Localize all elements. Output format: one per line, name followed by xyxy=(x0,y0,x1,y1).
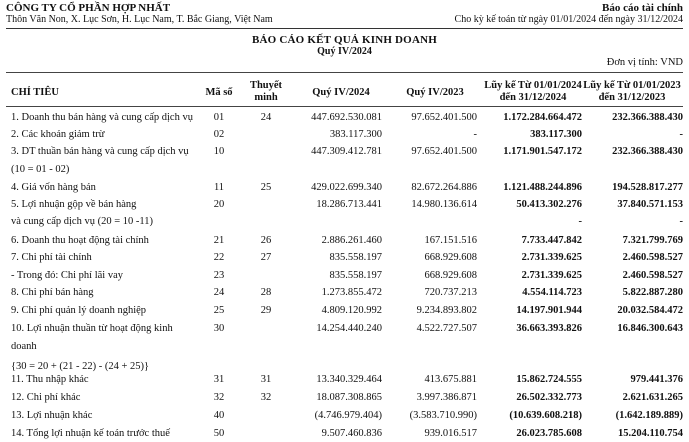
row-q4-2024: 4.809.120.992 xyxy=(321,305,382,316)
col-header-ytd-2024-line2: đến 31/12/2024 xyxy=(499,92,567,103)
row-ytd-2024: 26.502.332.773 xyxy=(516,392,582,403)
row-label: (10 = 01 - 02) xyxy=(11,164,70,175)
table-top-border xyxy=(6,72,683,73)
row-q4-2023: 167.151.516 xyxy=(424,235,477,246)
row-q4-2024: 1.273.855.472 xyxy=(321,287,382,298)
row-ytd-2023: 7.321.799.769 xyxy=(622,235,683,246)
row-ytd-2024: 2.731.339.625 xyxy=(521,252,582,263)
row-label: 2. Các khoản giảm trừ xyxy=(11,129,105,140)
row-q4-2023: 3.997.386.871 xyxy=(416,392,477,403)
row-q4-2024: 835.558.197 xyxy=(329,270,382,281)
row-ytd-2024: 1.171.901.547.172 xyxy=(503,146,582,157)
row-label: - Trong đó: Chi phí lãi vay xyxy=(11,270,124,281)
row-label: 1. Doanh thu bán hàng và cung cấp dịch vụ xyxy=(11,112,193,123)
row-code: 40 xyxy=(213,410,225,421)
col-header-ytd-2024-line1: Lũy kế Từ 01/01/2024 xyxy=(484,80,582,91)
row-ytd-2023: 232.366.388.430 xyxy=(612,146,683,157)
row-q4-2024: 18.286.713.441 xyxy=(316,199,382,210)
row-note: 28 xyxy=(260,287,272,298)
col-header-code: Mã số xyxy=(205,87,233,98)
row-ytd-2024: 50.413.302.276 xyxy=(516,199,582,210)
col-header-ytd-2023-line1: Lũy kế Từ 01/01/2023 xyxy=(583,80,681,91)
row-ytd-2023: 16.846.300.643 xyxy=(617,323,683,334)
col-header-ytd-2023 xyxy=(578,80,686,104)
company-address: Thôn Văn Non, X. Lục Sơn, H. Lục Nam, T. Bắc Giang, Việt Nam xyxy=(6,14,273,25)
row-q4-2023: 14.980.136.614 xyxy=(411,199,477,210)
row-ytd-2023: 2.621.631.265 xyxy=(622,392,683,403)
row-ytd-2023: 5.822.887.280 xyxy=(622,287,683,298)
row-q4-2023: 97.652.401.500 xyxy=(411,146,477,157)
row-note: 31 xyxy=(260,374,272,385)
row-q4-2023: 9.234.893.802 xyxy=(416,305,477,316)
row-code: 01 xyxy=(213,112,225,123)
row-note: 25 xyxy=(260,182,272,193)
row-code: 11 xyxy=(213,182,225,193)
row-q4-2024: 383.117.300 xyxy=(329,129,382,140)
row-ytd-2023: 2.460.598.527 xyxy=(622,270,683,281)
row-ytd-2024: 26.023.785.608 xyxy=(516,428,582,439)
col-header-ytd-2024 xyxy=(478,80,588,104)
row-q4-2023: 97.652.401.500 xyxy=(411,112,477,123)
row-label: 11. Thu nhập khác xyxy=(11,374,89,385)
row-q4-2024: 447.309.412.781 xyxy=(311,146,382,157)
row-code: 31 xyxy=(213,374,225,385)
row-code: 22 xyxy=(213,252,225,263)
row-code: 10 xyxy=(213,146,225,157)
row-ytd-2024: 1.172.284.664.472 xyxy=(503,112,582,123)
row-ytd-2023: 37.840.571.153 xyxy=(617,199,683,210)
row-ytd-2023: 232.366.388.430 xyxy=(612,112,683,123)
row-label: và cung cấp dịch vụ (20 = 10 -11) xyxy=(11,216,153,227)
row-label: 7. Chi phí tài chính xyxy=(11,252,92,263)
row-q4-2023: 4.522.727.507 xyxy=(416,323,477,334)
row-note: 26 xyxy=(260,235,272,246)
row-q4-2023: 668.929.608 xyxy=(424,270,477,281)
row-q4-2024: 429.022.699.340 xyxy=(311,182,382,193)
row-ytd-2023: 20.032.584.472 xyxy=(617,305,683,316)
row-ytd-2024: 4.554.114.723 xyxy=(522,287,582,298)
row-ytd-2024: 1.121.488.244.896 xyxy=(503,182,582,193)
row-q4-2024: (4.746.979.404) xyxy=(314,410,382,421)
row-code: 25 xyxy=(213,305,225,316)
row-q4-2023: - xyxy=(473,129,477,140)
row-ytd-2023: (1.642.189.889) xyxy=(615,410,683,421)
row-code: 30 xyxy=(213,323,225,334)
row-q4-2024: 9.507.460.836 xyxy=(321,428,382,439)
row-code: 20 xyxy=(213,199,225,210)
row-ytd-2024: - xyxy=(578,216,582,227)
row-ytd-2024: (10.639.608.218) xyxy=(509,410,582,421)
company-name: CÔNG TY CỔ PHẦN HỢP NHẤT xyxy=(6,2,171,14)
row-note: 29 xyxy=(260,305,272,316)
row-label: doanh xyxy=(11,341,37,352)
row-ytd-2023: - xyxy=(679,216,683,227)
col-header-note: Thuyết minh xyxy=(249,80,283,103)
row-note: 32 xyxy=(260,392,272,403)
row-note: 27 xyxy=(260,252,272,263)
row-note: 24 xyxy=(260,112,272,123)
header-divider xyxy=(6,28,683,29)
row-label: 9. Chi phí quản lý doanh nghiệp xyxy=(11,305,147,316)
report-title: BÁO CÁO KẾT QUẢ KINH DOANH xyxy=(252,34,437,46)
row-q4-2023: 82.672.264.886 xyxy=(411,182,477,193)
row-label: 13. Lợi nhuận khác xyxy=(11,410,93,421)
row-q4-2023: 413.675.881 xyxy=(424,374,477,385)
col-header-item: CHỈ TIÊU xyxy=(11,87,59,98)
row-q4-2023: 668.929.608 xyxy=(424,252,477,263)
row-ytd-2024: 36.663.393.826 xyxy=(516,323,582,334)
row-ytd-2023: 2.460.598.527 xyxy=(622,252,683,263)
row-ytd-2024: 7.733.447.842 xyxy=(521,235,582,246)
row-code: 50 xyxy=(213,428,225,439)
row-ytd-2023: 15.204.110.754 xyxy=(617,428,683,439)
row-code: 24 xyxy=(213,287,225,298)
row-q4-2023: 939.016.517 xyxy=(424,428,477,439)
row-label: 14. Tổng lợi nhuận kế toán trước thuế xyxy=(11,428,170,439)
row-label: 5. Lợi nhuận gộp về bán hàng xyxy=(11,199,137,210)
row-label: 3. DT thuần bán hàng và cung cấp dịch vụ xyxy=(11,146,189,157)
row-ytd-2024: 15.862.724.555 xyxy=(516,374,582,385)
row-label: 12. Chi phí khác xyxy=(11,392,81,403)
currency-unit: Đơn vị tính: VND xyxy=(606,57,683,68)
table-header-border xyxy=(6,106,683,107)
row-label: {30 = 20 + (21 - 22) - (24 + 25)} xyxy=(11,361,150,372)
reporting-period: Cho kỳ kế toán từ ngày 01/01/2024 đến ngày 31/12/2024 xyxy=(454,14,683,25)
report-quarter: Quý IV/2024 xyxy=(317,46,372,57)
row-q4-2023: 720.737.213 xyxy=(424,287,477,298)
row-code: 32 xyxy=(213,392,225,403)
col-header-q4-2024: Quý IV/2024 xyxy=(312,87,370,98)
row-code: 23 xyxy=(213,270,225,281)
row-q4-2024: 2.886.261.460 xyxy=(321,235,382,246)
row-label: 6. Doanh thu hoạt động tài chính xyxy=(11,235,149,246)
report-type: Báo cáo tài chính xyxy=(602,2,683,14)
row-q4-2024: 447.692.530.081 xyxy=(311,112,382,123)
row-ytd-2023: - xyxy=(679,129,683,140)
row-ytd-2024: 2.731.339.625 xyxy=(521,270,582,281)
row-code: 21 xyxy=(213,235,225,246)
row-q4-2024: 18.087.308.865 xyxy=(316,392,382,403)
row-label: 4. Giá vốn hàng bán xyxy=(11,182,96,193)
row-label: 8. Chi phí bán hàng xyxy=(11,287,94,298)
row-q4-2023: (3.583.710.990) xyxy=(409,410,477,421)
row-q4-2024: 14.254.440.240 xyxy=(316,323,382,334)
row-ytd-2023: 194.528.817.277 xyxy=(612,182,683,193)
row-code: 02 xyxy=(213,129,225,140)
col-header-ytd-2023-line2: đến 31/12/2023 xyxy=(598,92,666,103)
row-ytd-2024: 383.117.300 xyxy=(530,129,582,140)
row-ytd-2023: 979.441.376 xyxy=(630,374,683,385)
row-label: 10. Lợi nhuận thuần từ hoạt động kinh xyxy=(11,323,173,334)
col-header-q4-2023: Quý IV/2023 xyxy=(406,87,464,98)
row-ytd-2024: 14.197.901.944 xyxy=(516,305,582,316)
row-q4-2024: 835.558.197 xyxy=(329,252,382,263)
row-q4-2024: 13.340.329.464 xyxy=(316,374,382,385)
